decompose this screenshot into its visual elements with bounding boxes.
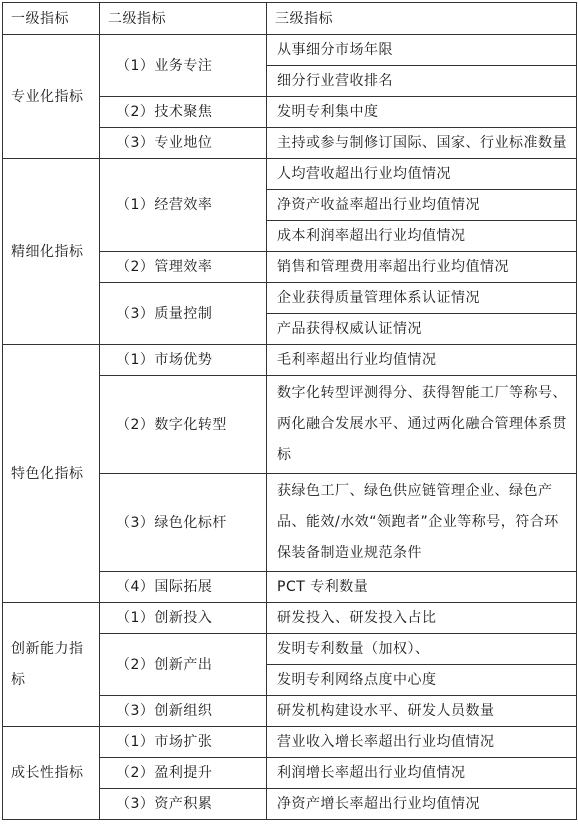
table-row: [3, 603, 577, 634]
table-header-row: [3, 3, 577, 35]
level2-cell: （2）管理效率: [100, 252, 267, 283]
level2-cell: （2）创新产出: [100, 634, 267, 696]
level3-cell: 营业收入增长率超出行业均值情况: [267, 727, 577, 758]
level3-cell: 发明专利集中度: [267, 97, 577, 128]
level2-cell: （2）盈利提升: [100, 758, 267, 789]
level3-cell: 成本利润率超出行业均值情况: [267, 221, 577, 252]
level2-cell: （2）数字化转型: [100, 376, 267, 474]
level2-cell: （1）业务专注: [100, 35, 267, 97]
level3-cell: 发明专利网络点度中心度: [267, 665, 577, 696]
table-row: [3, 345, 577, 376]
level2-cell: （1）创新投入: [100, 603, 267, 634]
level3-cell: 数字化转型评测得分、获得智能工厂等称号、两化融合发展水平、通过两化融合管理体系贯标: [267, 376, 577, 474]
level3-cell: 企业获得质量管理体系认证情况: [267, 283, 577, 314]
header-level3: 三级指标: [267, 3, 577, 35]
level1-cell: 成长性指标: [3, 727, 100, 820]
level2-cell: （3）绿色化标杆: [100, 474, 267, 572]
level3-cell: 从事细分市场年限: [267, 35, 577, 66]
level1-cell: 特色化指标: [3, 345, 100, 603]
level3-cell: 细分行业营收排名: [267, 66, 577, 97]
level1-cell: 创新能力指标: [3, 603, 100, 727]
level2-cell: （3）专业地位: [100, 128, 267, 159]
level3-cell: 主持或参与制修订国际、国家、行业标准数量: [267, 128, 577, 159]
header-level2: 二级指标: [100, 3, 267, 35]
table-row: [3, 727, 577, 758]
level2-cell: （3）资产积累: [100, 789, 267, 820]
level3-cell: 人均营收超出行业均值情况: [267, 159, 577, 190]
header-level1: 一级指标: [3, 3, 100, 35]
level1-cell: 专业化指标: [3, 35, 100, 159]
level3-cell: 研发机构建设水平、研发人员数量: [267, 696, 577, 727]
table-row: [3, 159, 577, 190]
level2-cell: （1）经营效率: [100, 159, 267, 252]
level3-cell: 毛利率超出行业均值情况: [267, 345, 577, 376]
level2-cell: （1）市场扩张: [100, 727, 267, 758]
level2-cell: （3）创新组织: [100, 696, 267, 727]
level2-cell: （1）市场优势: [100, 345, 267, 376]
level2-cell: （4）国际拓展: [100, 572, 267, 603]
level3-cell: 销售和管理费用率超出行业均值情况: [267, 252, 577, 283]
table-row: [3, 35, 577, 66]
level3-cell: PCT 专利数量: [267, 572, 577, 603]
level3-cell: 产品获得权威认证情况: [267, 314, 577, 345]
indicator-table: [2, 2, 577, 820]
level2-cell: （2）技术聚焦: [100, 97, 267, 128]
level2-cell: （3）质量控制: [100, 283, 267, 345]
level3-cell: 获绿色工厂、绿色供应链管理企业、绿色产品、能效/水效“领跑者”企业等称号，符合环保装备制造业规范条件: [267, 474, 577, 572]
level1-cell: 精细化指标: [3, 159, 100, 345]
level3-cell: 发明专利数量（加权）、: [267, 634, 577, 665]
level3-cell: 利润增长率超出行业均值情况: [267, 758, 577, 789]
level3-cell: 研发投入、研发投入占比: [267, 603, 577, 634]
level3-cell: 净资产收益率超出行业均值情况: [267, 190, 577, 221]
level3-cell: 净资产增长率超出行业均值情况: [267, 789, 577, 820]
